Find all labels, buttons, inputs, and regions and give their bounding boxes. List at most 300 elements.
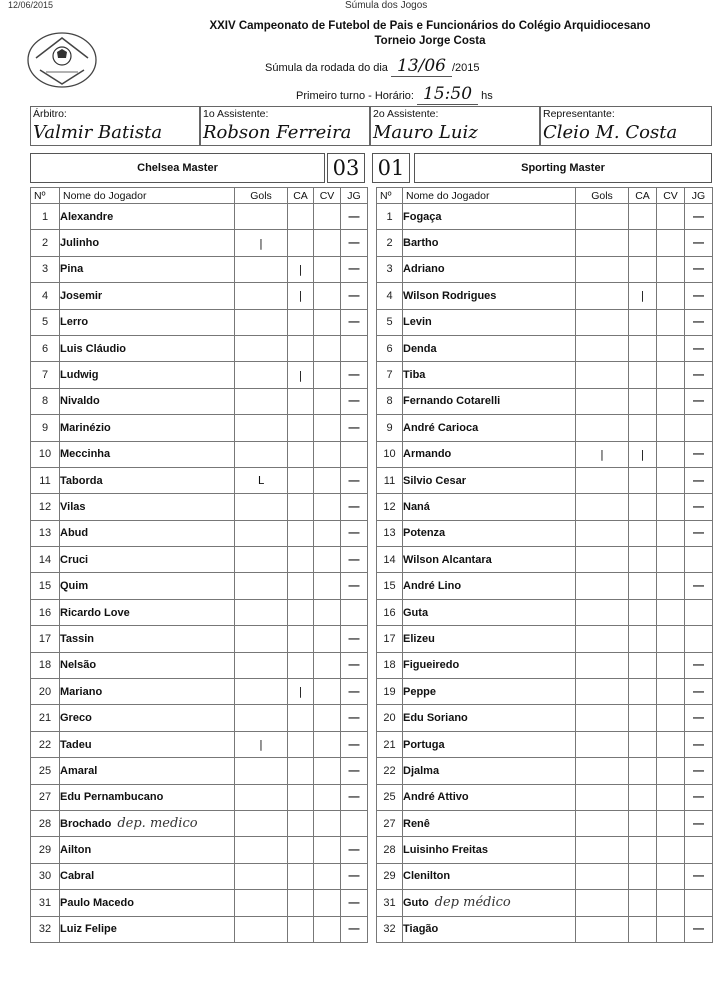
red-card-cell <box>314 652 341 678</box>
yellow-card-cell: | <box>288 256 314 282</box>
goals-cell <box>235 890 288 916</box>
played-cell: — <box>685 679 713 705</box>
yellow-card-cell <box>288 573 314 599</box>
table-row <box>31 916 368 942</box>
goals-cell: L <box>235 467 288 493</box>
table-row <box>377 863 713 889</box>
red-card-cell <box>657 784 685 810</box>
goals-cell: | <box>235 230 288 256</box>
goals-cell: | <box>235 731 288 757</box>
goals-cell <box>576 863 629 889</box>
yellow-card-cell <box>629 599 657 625</box>
player-name <box>60 362 235 388</box>
played-cell: — <box>341 520 368 546</box>
col-played: JG <box>341 188 368 204</box>
player-name-text: Quim <box>60 580 89 593</box>
table-row <box>31 652 368 678</box>
played-cell: — <box>341 573 368 599</box>
assistant2-label: 2o Assistente: <box>373 108 439 120</box>
table-row <box>377 415 713 441</box>
table-row <box>377 494 713 520</box>
player-name <box>403 494 576 520</box>
yellow-card-cell <box>629 863 657 889</box>
player-name-text: Wilson Alcantara <box>403 553 492 566</box>
red-card-cell <box>657 916 685 942</box>
yellow-card-cell <box>288 758 314 784</box>
player-number: 17 <box>31 626 60 652</box>
red-card-cell <box>314 441 341 467</box>
played-cell: — <box>685 863 713 889</box>
player-number: 13 <box>377 520 403 546</box>
goals-cell <box>576 388 629 414</box>
player-number: 5 <box>377 309 403 335</box>
player-number: 7 <box>377 362 403 388</box>
yellow-card-cell <box>288 810 314 836</box>
yellow-card-cell <box>288 467 314 493</box>
table-row <box>31 599 368 625</box>
player-note: dep médico <box>434 895 511 911</box>
player-name-text: Adriano <box>403 263 445 276</box>
player-name <box>60 283 235 309</box>
played-cell: — <box>685 916 713 942</box>
player-name <box>60 810 235 836</box>
player-name <box>403 520 576 546</box>
played-cell: — <box>341 362 368 388</box>
red-card-cell <box>657 467 685 493</box>
player-number: 17 <box>377 626 403 652</box>
table-row <box>31 362 368 388</box>
red-card-cell <box>314 283 341 309</box>
player-number: 22 <box>31 731 60 757</box>
print-title: Súmula dos Jogos <box>345 0 428 11</box>
table-row <box>31 204 368 230</box>
red-card-cell <box>657 837 685 863</box>
table-row <box>377 890 713 916</box>
red-card-cell <box>657 335 685 361</box>
yellow-card-cell <box>629 547 657 573</box>
played-cell: — <box>685 388 713 414</box>
yellow-card-cell: | <box>288 283 314 309</box>
red-card-cell <box>314 415 341 441</box>
yellow-card-cell: | <box>629 441 657 467</box>
red-card-cell <box>314 758 341 784</box>
red-card-cell <box>314 494 341 520</box>
goals-cell <box>576 810 629 836</box>
played-cell: — <box>341 679 368 705</box>
player-number: 12 <box>31 494 60 520</box>
player-name-text: Nivaldo <box>60 395 100 408</box>
player-name-text: Djalma <box>403 764 440 777</box>
player-number: 20 <box>31 679 60 705</box>
table-row <box>377 256 713 282</box>
championship-title: XXIV Campeonato de Futebol de Pais e Funcionários do Colégio Arquidiocesano <box>209 20 651 32</box>
assistant1-label: 1o Assistente: <box>203 108 269 120</box>
red-card-cell <box>657 283 685 309</box>
player-name-text: Luisinho Freitas <box>403 844 488 857</box>
player-number: 19 <box>377 679 403 705</box>
yellow-card-cell <box>629 810 657 836</box>
yellow-card-cell <box>629 758 657 784</box>
col-played: JG <box>685 188 713 204</box>
red-card-cell <box>657 890 685 916</box>
goals-cell <box>235 335 288 361</box>
player-number: 25 <box>31 758 60 784</box>
goals-cell <box>576 415 629 441</box>
player-name <box>60 731 235 757</box>
yellow-card-cell <box>288 863 314 889</box>
goals-cell <box>235 626 288 652</box>
player-name <box>60 890 235 916</box>
red-card-cell <box>657 705 685 731</box>
played-cell: — <box>341 784 368 810</box>
player-number: 2 <box>377 230 403 256</box>
table-row <box>377 705 713 731</box>
player-name-text: Potenza <box>403 527 446 540</box>
player-name <box>403 599 576 625</box>
table-row <box>377 916 713 942</box>
player-number: 16 <box>31 599 60 625</box>
goals-cell <box>235 652 288 678</box>
player-name-text: André Carioca <box>403 421 479 434</box>
match-time-value: 15:50 <box>417 84 478 105</box>
player-name <box>403 204 576 230</box>
goals-cell <box>576 309 629 335</box>
table-row <box>377 230 713 256</box>
player-name-text: Alexandre <box>60 210 114 223</box>
table-row <box>31 784 368 810</box>
table-row <box>377 758 713 784</box>
played-cell: — <box>685 573 713 599</box>
player-number: 25 <box>377 784 403 810</box>
player-number: 9 <box>31 415 60 441</box>
referee-name: Valmir Batista <box>33 122 163 143</box>
yellow-card-cell <box>288 388 314 414</box>
goals-cell <box>576 335 629 361</box>
goals-cell <box>235 520 288 546</box>
goals-cell <box>576 599 629 625</box>
table-row <box>377 309 713 335</box>
goals-cell <box>235 362 288 388</box>
played-cell: — <box>685 335 713 361</box>
table-row <box>377 784 713 810</box>
yellow-card-cell <box>288 837 314 863</box>
player-name <box>60 679 235 705</box>
player-name <box>60 494 235 520</box>
table-row <box>377 573 713 599</box>
match-time-unit: hs <box>481 90 493 102</box>
yellow-card-cell <box>629 309 657 335</box>
table-row <box>377 204 713 230</box>
player-name-text: Pina <box>60 263 84 276</box>
yellow-card-cell <box>288 784 314 810</box>
played-cell: — <box>685 652 713 678</box>
table-row <box>31 335 368 361</box>
player-name <box>403 283 576 309</box>
player-name <box>60 415 235 441</box>
goals-cell <box>576 467 629 493</box>
player-name-text: Figueiredo <box>403 659 460 672</box>
goals-cell <box>576 837 629 863</box>
played-cell: — <box>341 467 368 493</box>
goals-cell <box>576 705 629 731</box>
goals-cell <box>576 626 629 652</box>
school-logo-icon <box>26 30 98 90</box>
yellow-card-cell <box>629 230 657 256</box>
table-row <box>31 494 368 520</box>
goals-cell <box>235 494 288 520</box>
goals-cell <box>576 362 629 388</box>
player-number: 1 <box>31 204 60 230</box>
goals-cell <box>235 573 288 599</box>
yellow-card-cell <box>629 679 657 705</box>
played-cell: — <box>685 784 713 810</box>
goals-cell <box>576 256 629 282</box>
played-cell: — <box>685 758 713 784</box>
player-number: 6 <box>31 335 60 361</box>
player-name <box>403 573 576 599</box>
player-number: 16 <box>377 599 403 625</box>
player-name <box>403 810 576 836</box>
goals-cell <box>576 890 629 916</box>
goals-cell <box>235 863 288 889</box>
yellow-card-cell <box>288 652 314 678</box>
player-name-text: Tiagão <box>403 923 439 936</box>
player-name-text: Levin <box>403 316 432 329</box>
player-name-text: Vilas <box>60 500 86 513</box>
played-cell <box>685 626 713 652</box>
table-row <box>31 256 368 282</box>
played-cell: — <box>685 810 713 836</box>
player-name-text: Elizeu <box>403 632 435 645</box>
played-cell: — <box>341 283 368 309</box>
yellow-card-cell <box>629 388 657 414</box>
red-card-cell <box>314 705 341 731</box>
col-yellow-card: CA <box>629 188 657 204</box>
match-time-line <box>296 84 493 104</box>
red-card-cell <box>314 916 341 942</box>
player-name-text: Edu Pernambucano <box>60 791 164 804</box>
goals-cell <box>576 204 629 230</box>
player-number: 31 <box>31 890 60 916</box>
red-card-cell <box>314 837 341 863</box>
goals-cell <box>576 283 629 309</box>
table-row <box>31 230 368 256</box>
played-cell: — <box>685 441 713 467</box>
player-name-text: Tassin <box>60 632 95 645</box>
played-cell: — <box>341 204 368 230</box>
table-row <box>31 705 368 731</box>
goals-cell <box>235 837 288 863</box>
red-card-cell <box>657 388 685 414</box>
player-number: 8 <box>31 388 60 414</box>
officials-row <box>30 106 712 146</box>
print-date: 12/06/2015 <box>8 0 54 10</box>
player-number: 7 <box>31 362 60 388</box>
yellow-card-cell <box>629 916 657 942</box>
played-cell: — <box>685 520 713 546</box>
player-name <box>60 599 235 625</box>
representative-label: Representante: <box>543 108 615 120</box>
red-card-cell <box>314 784 341 810</box>
yellow-card-cell <box>629 520 657 546</box>
played-cell <box>685 837 713 863</box>
player-name-text: Guta <box>403 606 429 619</box>
goals-cell <box>576 652 629 678</box>
goals-cell <box>576 547 629 573</box>
goals-cell <box>235 547 288 573</box>
player-number: 30 <box>31 863 60 889</box>
red-card-cell <box>314 467 341 493</box>
yellow-card-cell <box>629 784 657 810</box>
player-name <box>60 758 235 784</box>
yellow-card-cell <box>288 230 314 256</box>
match-time-label: Primeiro turno - Horário: <box>296 90 414 102</box>
player-name-text: Naná <box>403 500 430 513</box>
player-name <box>60 652 235 678</box>
goals-cell <box>235 758 288 784</box>
table-row <box>377 679 713 705</box>
played-cell: — <box>685 309 713 335</box>
red-card-cell <box>657 626 685 652</box>
goals-cell <box>576 573 629 599</box>
player-number: 15 <box>377 573 403 599</box>
red-card-cell <box>657 415 685 441</box>
player-name <box>60 863 235 889</box>
red-card-cell <box>314 256 341 282</box>
goals-cell <box>235 204 288 230</box>
player-number: 18 <box>377 652 403 678</box>
player-number: 14 <box>31 547 60 573</box>
match-date-value: 13/06 <box>391 56 452 77</box>
yellow-card-cell <box>288 415 314 441</box>
player-name-text: Bartho <box>403 237 439 250</box>
red-card-cell <box>314 362 341 388</box>
table-row <box>377 467 713 493</box>
played-cell: — <box>341 890 368 916</box>
played-cell <box>341 441 368 467</box>
player-name <box>60 626 235 652</box>
played-cell: — <box>685 467 713 493</box>
red-card-cell <box>657 230 685 256</box>
col-number: Nº <box>377 188 403 204</box>
red-card-cell <box>657 810 685 836</box>
player-name <box>60 467 235 493</box>
player-name-text: Cabral <box>60 870 95 883</box>
red-card-cell <box>314 731 341 757</box>
red-card-cell <box>314 810 341 836</box>
player-number: 11 <box>377 467 403 493</box>
representative-cell <box>540 106 712 146</box>
yellow-card-cell <box>629 890 657 916</box>
player-number: 12 <box>377 494 403 520</box>
table-row <box>377 388 713 414</box>
player-number: 29 <box>377 863 403 889</box>
representative-name: Cleio M. Costa <box>543 122 678 143</box>
red-card-cell <box>314 204 341 230</box>
played-cell: — <box>685 204 713 230</box>
player-number: 9 <box>377 415 403 441</box>
red-card-cell <box>314 890 341 916</box>
player-number: 27 <box>31 784 60 810</box>
player-name <box>60 256 235 282</box>
yellow-card-cell <box>629 573 657 599</box>
player-name-text: Amaral <box>60 764 98 777</box>
goals-cell <box>235 309 288 335</box>
red-card-cell <box>657 362 685 388</box>
table-row <box>31 731 368 757</box>
away-team-score: 01 <box>372 153 410 183</box>
table-row <box>377 335 713 361</box>
table-row <box>31 758 368 784</box>
player-name-text: Ricardo Love <box>60 606 130 619</box>
table-row <box>31 547 368 573</box>
yellow-card-cell: | <box>288 679 314 705</box>
player-name <box>403 758 576 784</box>
yellow-card-cell <box>629 837 657 863</box>
player-name-text: Peppe <box>403 685 437 698</box>
player-name-text: Wilson Rodrigues <box>403 289 497 302</box>
player-name-text: Greco <box>60 712 92 725</box>
player-name <box>403 731 576 757</box>
player-name-text: Silvio Cesar <box>403 474 466 487</box>
col-goals: Gols <box>235 188 288 204</box>
referee-label: Árbitro: <box>33 108 67 120</box>
player-name-text: Luis Cláudio <box>60 342 126 355</box>
player-name-text: Meccinha <box>60 448 111 461</box>
player-name-text: André Attivo <box>403 791 469 804</box>
player-number: 32 <box>31 916 60 942</box>
player-name-text: Ailton <box>60 844 92 857</box>
yellow-card-cell <box>288 204 314 230</box>
player-name-text: Josemir <box>60 289 103 302</box>
player-name-text: Paulo Macedo <box>60 896 134 909</box>
played-cell: — <box>341 309 368 335</box>
played-cell <box>341 599 368 625</box>
table-row <box>31 810 368 836</box>
goals-cell <box>235 283 288 309</box>
player-name <box>403 362 576 388</box>
table-row <box>377 362 713 388</box>
player-name <box>403 679 576 705</box>
red-card-cell <box>314 626 341 652</box>
player-name <box>60 335 235 361</box>
player-name <box>60 230 235 256</box>
player-name <box>60 547 235 573</box>
assistant2-name: Mauro Luiz <box>373 122 478 143</box>
player-number: 3 <box>377 256 403 282</box>
played-cell: — <box>685 731 713 757</box>
red-card-cell <box>657 204 685 230</box>
played-cell: — <box>341 230 368 256</box>
player-name <box>403 256 576 282</box>
played-cell: — <box>341 758 368 784</box>
yellow-card-cell <box>288 890 314 916</box>
table-row <box>377 731 713 757</box>
red-card-cell <box>657 441 685 467</box>
away-header-row <box>377 188 713 204</box>
player-name-text: Guto <box>403 897 429 910</box>
yellow-card-cell <box>288 731 314 757</box>
player-number: 4 <box>377 283 403 309</box>
yellow-card-cell <box>629 362 657 388</box>
red-card-cell <box>314 863 341 889</box>
player-number: 10 <box>31 441 60 467</box>
goals-cell <box>576 784 629 810</box>
player-name-text: Tadeu <box>60 738 92 751</box>
goals-cell <box>576 494 629 520</box>
player-name <box>60 784 235 810</box>
goals-cell <box>235 784 288 810</box>
